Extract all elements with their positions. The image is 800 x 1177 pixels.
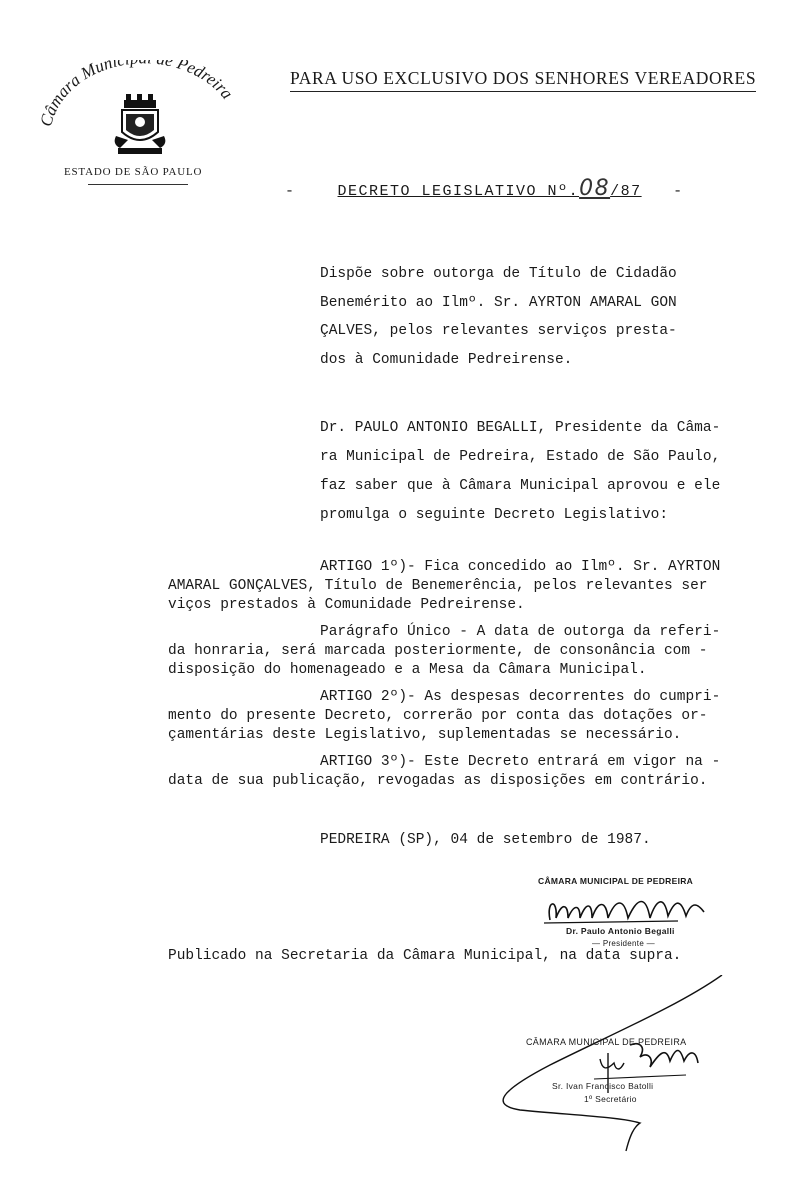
president-stamp-role: — Presidente —	[592, 939, 655, 948]
president-stamp-org: CÂMARA MUNICIPAL DE PEDREIRA	[538, 876, 694, 886]
article-line: Parágrafo Único - A data de outorga da referi-	[320, 624, 721, 640]
article-line: AMARAL GONÇALVES, Título de Benemerência, pelos relevantes ser	[168, 578, 708, 594]
secretary-stamp	[490, 975, 750, 1155]
preamble	[320, 414, 720, 530]
president-stamp	[528, 876, 748, 952]
preamble-line: ra Municipal de Pedreira, Estado de São Paulo,	[320, 449, 721, 465]
decree-label: DECRETO LEGISLATIVO Nº.	[337, 183, 580, 200]
preamble-line: faz saber que à Câmara Municipal aprovou e ele	[320, 478, 721, 494]
coat-of-arms-icon	[115, 94, 166, 154]
summary-line: ÇALVES, pelos relevantes serviços presta-	[320, 323, 677, 339]
article-line: mento do presente Decreto, correrão por conta das dotações or-	[168, 708, 708, 724]
article-line: viços prestados à Comunidade Pedreirense.	[168, 597, 525, 613]
article-line: ARTIGO 3º)- Este Decreto entrará em vigor na -	[320, 754, 721, 770]
president-signature-icon	[528, 890, 748, 930]
preamble-line: Dr. PAULO ANTONIO BEGALLI, Presidente da Câma-	[320, 420, 721, 436]
decree-number: 08	[579, 176, 611, 201]
seal-emblem	[30, 60, 250, 170]
decree-dash-right: -	[673, 183, 684, 200]
summary-line: Benemérito ao Ilmº. Sr. AYRTON AMARAL GON	[320, 294, 677, 311]
seal-divider	[88, 184, 188, 185]
decree-year: /87	[610, 183, 642, 200]
header-notice: PARA USO EXCLUSIVO DOS SENHORES VEREADORES	[290, 68, 756, 92]
preamble-line: promulga o seguinte Decreto Legislativo:	[320, 507, 669, 523]
president-stamp-name: Dr. Paulo Antonio Begalli	[566, 926, 675, 936]
paragraph-unico	[168, 623, 720, 680]
article-line: ARTIGO 2º)- As despesas decorrentes do cumpri-	[320, 689, 721, 705]
summary-line: Dispõe sobre outorga de Título de Cidadão	[320, 266, 677, 282]
article-1	[168, 558, 720, 615]
municipal-seal	[30, 60, 250, 170]
secretary-stamp-name: Sr. Ivan Francisco Batolli	[552, 1081, 654, 1091]
secretary-stamp-org: CÂMARA MUNICIPAL DE PEDREIRA	[526, 1037, 687, 1047]
seal-arc-text: Câmara Muni e Pedreira	[36, 60, 237, 129]
summary-line: dos à Comunidade Pedreirense.	[320, 351, 573, 368]
article-line: da honraria, será marcada posteriormente, de consonância com -	[168, 643, 708, 659]
article-line: disposição do homenageado e a Mesa da Câmara Municipal.	[168, 662, 647, 678]
article-line: data de sua publicação, revogadas as disposições em contrário.	[168, 773, 708, 789]
decree-summary	[320, 260, 677, 374]
article-line: çamentárias deste Legislativo, suplementadas se necessário.	[168, 727, 682, 743]
article-3	[168, 753, 720, 791]
secretary-stamp-role: 1º Secretário	[584, 1094, 637, 1104]
decree-title	[285, 176, 684, 201]
secretary-signature-icon	[490, 975, 750, 1155]
place-date: PEDREIRA (SP), 04 de setembro de 1987.	[320, 832, 651, 848]
seal-state-label: ESTADO DE SÃO PAULO	[64, 166, 203, 178]
decree-dash-left: -	[285, 183, 296, 200]
article-line: ARTIGO 1º)- Fica concedido ao Ilmº. Sr. AYRTON	[320, 559, 721, 575]
article-2	[168, 688, 720, 745]
publication-note: Publicado na Secretaria da Câmara Municipal, na data supra.	[168, 948, 682, 964]
